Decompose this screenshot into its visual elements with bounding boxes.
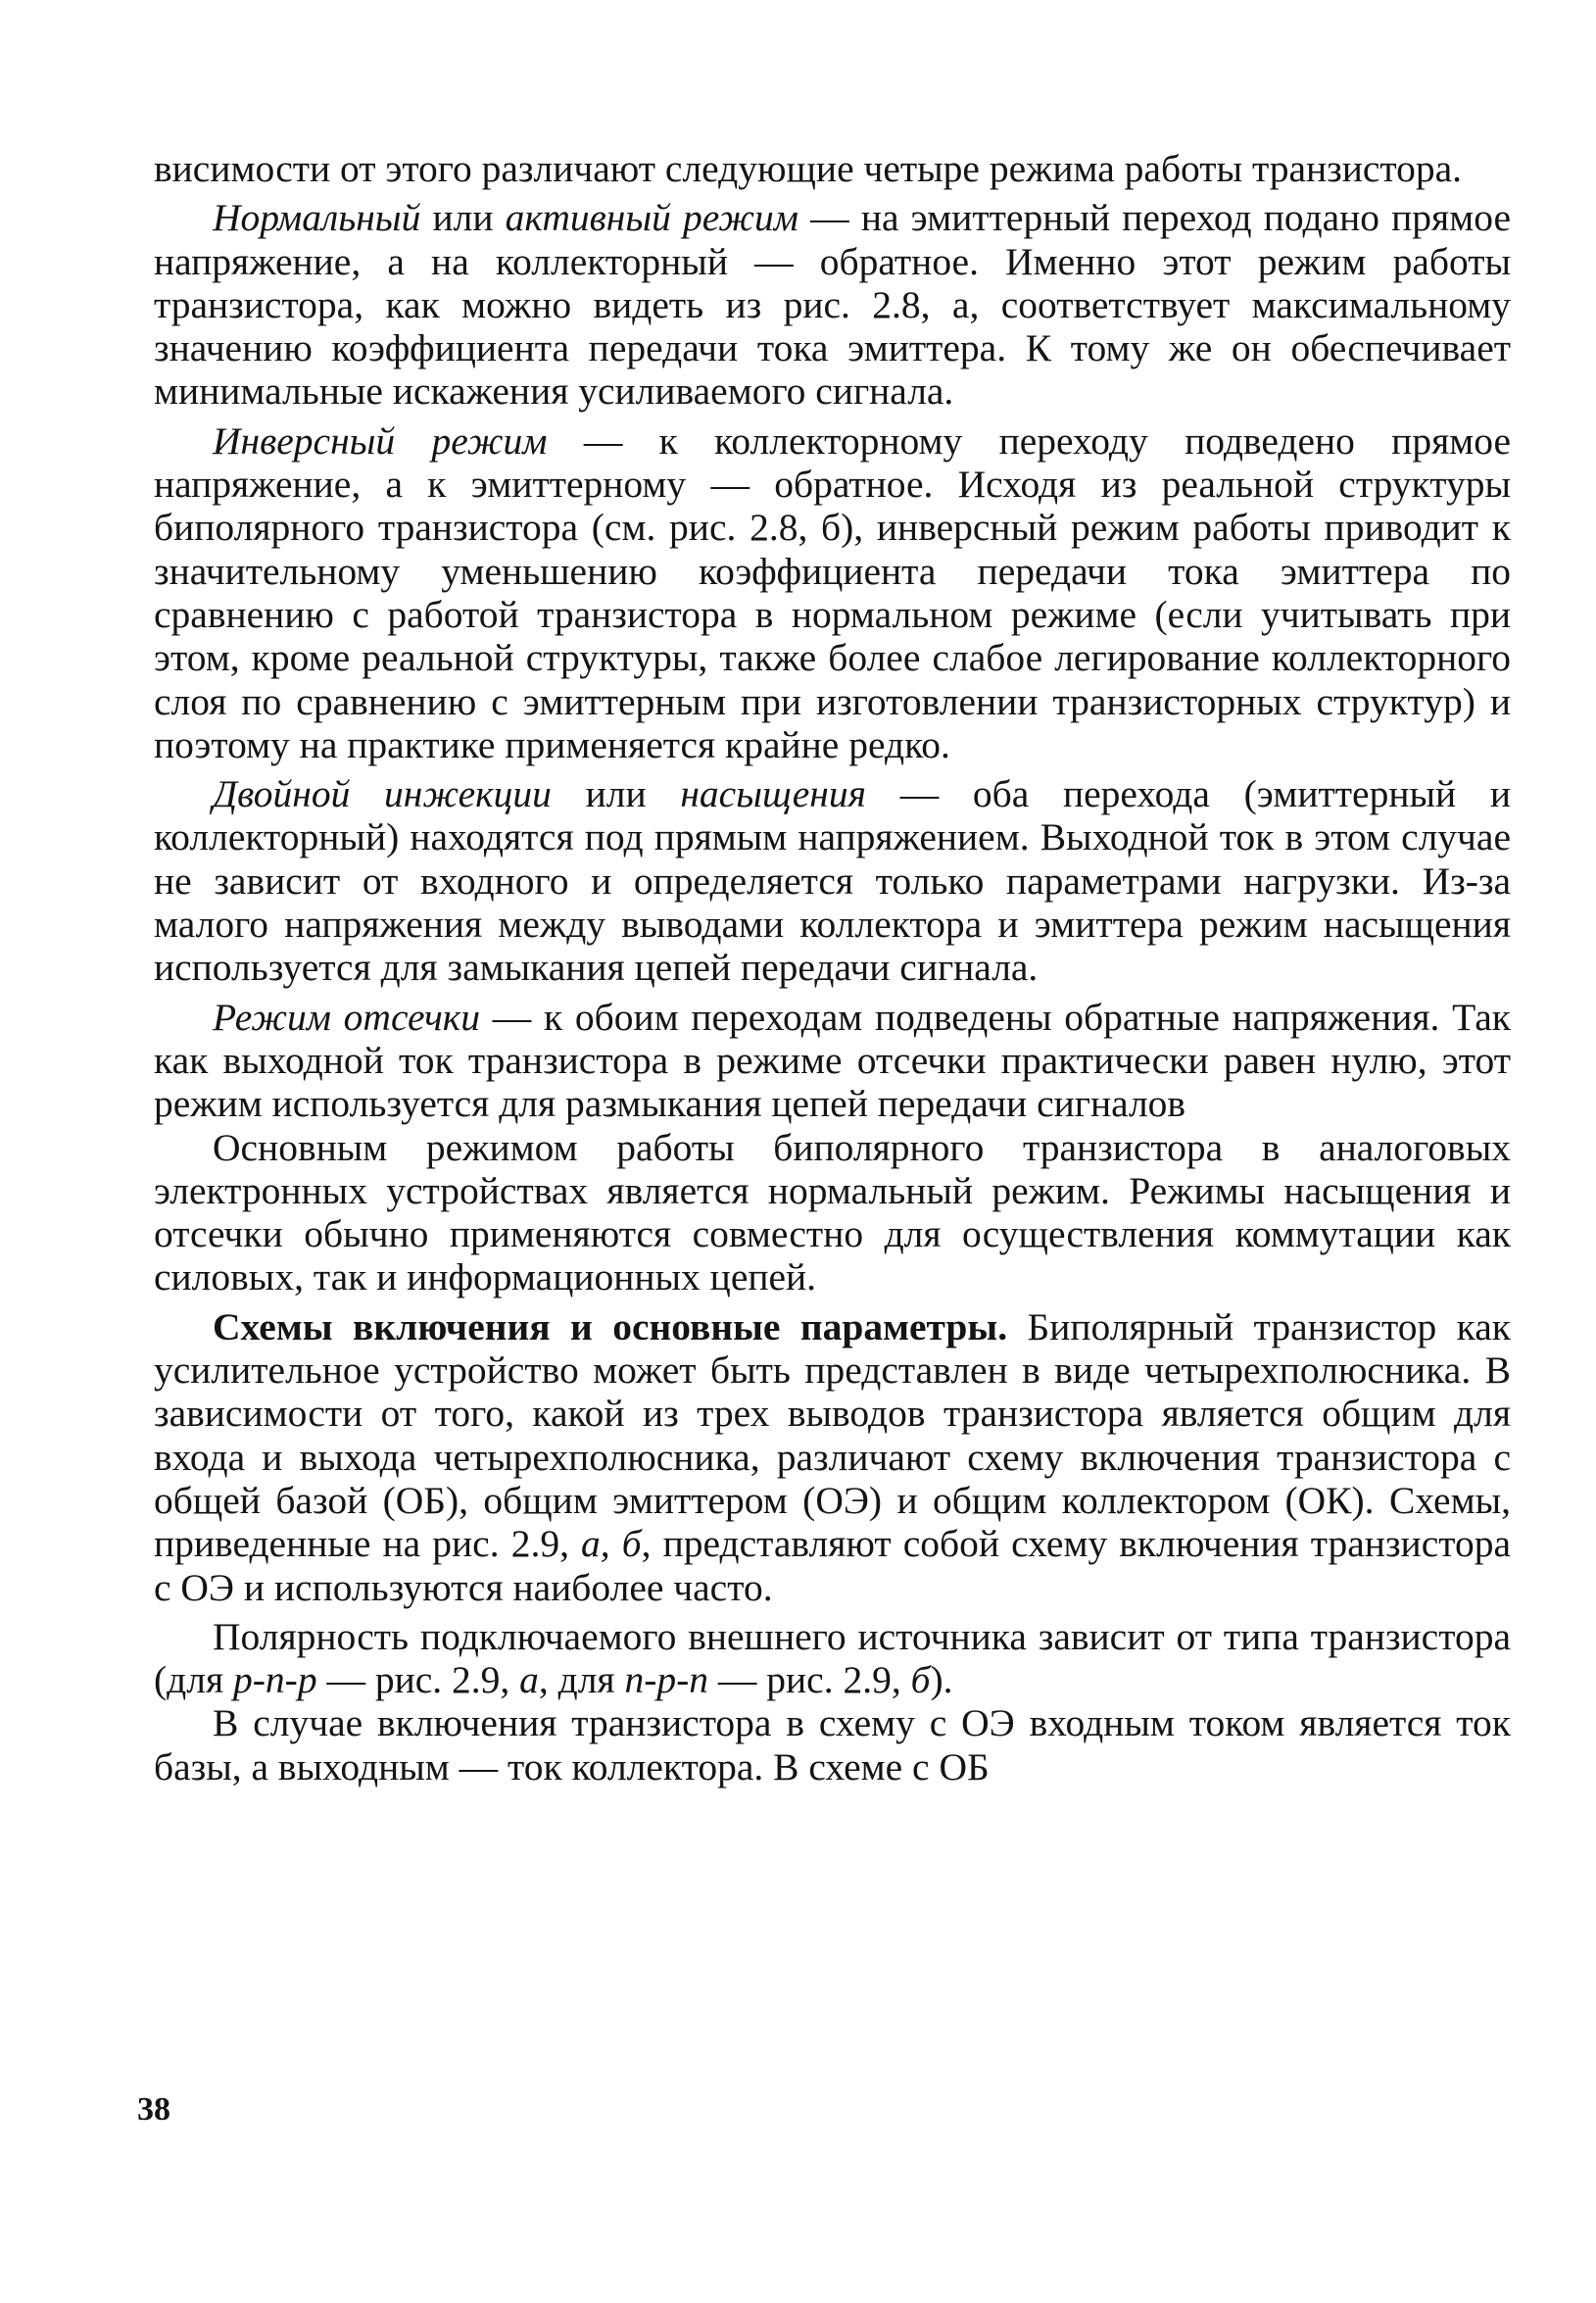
term-saturation: насыщения: [680, 772, 866, 816]
term-active-mode: активный режим: [505, 196, 799, 240]
term-cutoff-mode: Режим отсечки: [213, 995, 481, 1039]
paragraph-cutoff-mode: Режим отсечки — к обоим переходам подведены обратные напряжения. Так как выходной ток транзистора в режиме отсечки практически равен нулю, этот режим используется для размыкания цепей передачи сигналов: [154, 995, 1511, 1126]
paragraph-common-emitter: В случае включения транзистора в схему с ОЭ входным током является ток базы, а выходным — ток коллектора. В схеме с ОБ: [154, 1701, 1511, 1788]
paragraph-saturation-mode: Двойной инжекции или насыщения — оба перехода (эмиттерный и коллекторный) находятся под прямым напряжением. Выходной ток в этом случае не зависит от входного и определяется только параметрами нагрузки. Из-за малого напряжения между выводами коллектора и эмиттера режим насыщения используется для замыкания цепей передачи сигнала.: [154, 772, 1511, 990]
page-number: 38: [137, 2091, 170, 2128]
term-double-injection: Двойной инжекции: [213, 772, 552, 816]
term-normal: Нормальный: [213, 196, 421, 240]
term-inverse-mode: Инверсный режим: [213, 418, 548, 463]
paragraph-inverse-mode: Инверсный режим — к коллекторному переходу подведено прямое напряжение, а к эмиттерному — обратное. Исходя из реальной структуры биполярного транзистора (см. рис. 2.8, б), инверсный режим работы приводит к значительному уменьшению коэффициента передачи тока эмиттера по сравнению с работой транзистора в нормальном режиме (если учитывать при этом, кроме реальной структуры, также более слабое легирование коллекторного слоя по сравнению с эмиттерным при изготовлении транзисторных структур) и поэтому на практике применяется крайне редко.: [154, 418, 1511, 766]
paragraph-main-mode: Основным режимом работы биполярного транзистора в аналоговых электронных устройствах является нормальный режим. Режимы насыщения и отсечки обычно применяются совместно для осуществления коммутации как силовых, так и информационных цепей.: [154, 1125, 1511, 1299]
paragraph-intro: висимости от этого различают следующие четыре режима работы транзистора.: [154, 147, 1463, 190]
page-body: [154, 147, 1511, 1788]
paragraph-normal-mode: Нормальный или активный режим — на эмиттерный переход подано прямое напряжение, а на коллекторный — обратное. Именно этот режим работы транзистора, как можно видеть из рис. 2.8, а, соответствует максимальному значению коэффициента передачи тока эмиттера. К тому же он обеспечивает минимальные искажения усиливаемого сигнала.: [154, 196, 1511, 414]
paragraph-circuits: Схемы включения и основные параметры. Биполярный транзистор как усилительное устройство может быть представлен в виде четырехполюсника. В зависимости от того, какой из трех выводов транзистора является общим для входа и выхода четырехполюсника, различают схему включения транзистора с общей базой (ОБ), общим эмиттером (ОЭ) и общим коллектором (ОК). Схемы, приведенные на рис. 2.9, а, б, представляют собой схему включения транзистора с ОЭ и используются наиболее часто.: [154, 1304, 1511, 1609]
paragraph-polarity: Полярность подключаемого внешнего источника зависит от типа транзистора (для р-п-р — рис. 2.9, а, для п-р-п — рис. 2.9, б).: [154, 1614, 1511, 1702]
section-heading: Схемы включения и основные параметры.: [213, 1304, 1008, 1348]
